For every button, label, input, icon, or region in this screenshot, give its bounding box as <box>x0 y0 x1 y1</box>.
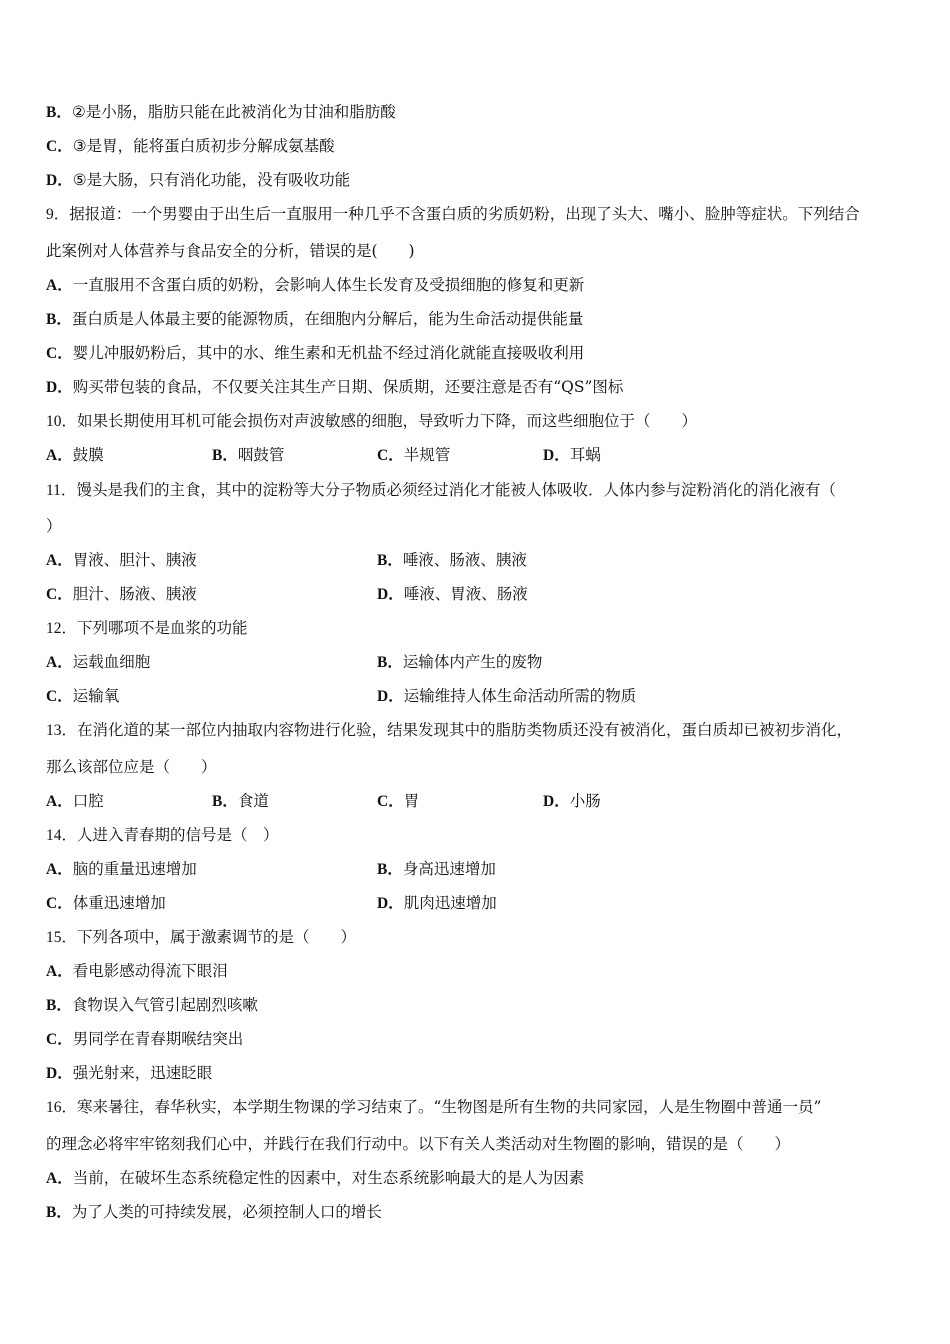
q9-option-a <box>46 274 584 297</box>
option-label: A． <box>46 277 73 294</box>
option-text: ②是小肠，脂肪只能在此被消化为甘油和脂肪酸 <box>71 103 396 121</box>
option-text: 半规管 <box>403 446 451 464</box>
option-text: 运输体内产生的废物 <box>402 653 543 671</box>
option-text: 唾液、肠液、胰液 <box>402 551 527 569</box>
prev-option-d <box>46 169 350 192</box>
option-text: 蛋白质是人体最主要的能源物质，在细胞内分解后，能为生命活动提供能量 <box>71 310 584 328</box>
option-text: 小肠 <box>569 792 601 810</box>
option-text: 强光射来，迅速眨眼 <box>72 1064 213 1082</box>
option-label: B． <box>212 793 238 810</box>
option-label: C． <box>377 793 404 810</box>
option-label: C． <box>377 447 404 464</box>
option-label: C． <box>46 138 73 155</box>
q13-option-b <box>212 790 269 813</box>
option-label: C． <box>46 586 73 603</box>
question-stem: 下列哪项不是血浆的功能 <box>77 619 248 637</box>
option-text: 胃 <box>403 792 420 810</box>
q12-option-a <box>46 651 150 674</box>
option-text: 购买带包装的食品，不仅要关注其生产日期、保质期，还要注意是否有“QS”图标 <box>72 378 624 396</box>
q14-option-a <box>46 858 197 881</box>
q11-option-a <box>46 549 197 572</box>
option-text: 婴儿冲服奶粉后，其中的水、维生素和无机盐不经过消化就能直接吸收利用 <box>72 344 585 362</box>
option-text: 为了人类的可持续发展，必须控制人口的增长 <box>71 1203 382 1221</box>
option-text: 肌肉迅速增加 <box>403 894 497 912</box>
option-label: A． <box>46 963 73 980</box>
option-label: A． <box>46 447 73 464</box>
option-label: B． <box>46 1204 72 1221</box>
q15-stem <box>46 926 356 949</box>
q13-stem-cont: 那么该部位应是（ ） <box>46 758 217 776</box>
option-text: ⑤是大肠，只有消化功能，没有吸收功能 <box>72 171 351 189</box>
q15-option-d <box>46 1062 212 1085</box>
option-label: D． <box>543 447 570 464</box>
q14-option-c <box>46 892 166 915</box>
option-label: B． <box>377 654 403 671</box>
option-text: 唾液、胃液、肠液 <box>403 585 528 603</box>
q13-option-a <box>46 790 104 813</box>
q9-option-c <box>46 342 584 365</box>
q13-option-c <box>377 790 419 813</box>
q11-option-c <box>46 583 197 606</box>
q13-option-d <box>543 790 601 813</box>
option-label: B． <box>212 447 238 464</box>
option-label: C． <box>46 688 73 705</box>
q14-option-d <box>377 892 497 915</box>
option-label: B． <box>46 311 72 328</box>
question-number: 10． <box>46 413 78 430</box>
q10-option-d <box>543 444 601 467</box>
option-text: 身高迅速增加 <box>402 860 496 878</box>
q14-option-b <box>377 858 496 881</box>
q14-stem <box>46 824 279 847</box>
q16-stem <box>46 1096 821 1119</box>
option-text: 食道 <box>237 792 269 810</box>
q12-option-b <box>377 651 542 674</box>
option-label: A． <box>46 793 73 810</box>
option-label: D． <box>46 379 73 396</box>
question-stem: 如果长期使用耳机可能会损伤对声波敏感的细胞，导致听力下降，而这些细胞位于（ ） <box>77 412 698 430</box>
q9-option-b <box>46 308 583 331</box>
q11-stem <box>46 479 836 502</box>
q11-option-d <box>377 583 528 606</box>
option-label: A． <box>46 552 73 569</box>
option-label: A． <box>46 654 73 671</box>
prev-option-c <box>46 135 335 158</box>
question-number: 11． <box>46 482 77 499</box>
q15-option-a <box>46 960 228 983</box>
option-label: D． <box>543 793 570 810</box>
q12-option-c <box>46 685 119 708</box>
question-stem: 下列各项中，属于激素调节的是（ ） <box>77 928 357 946</box>
question-number: 12． <box>46 620 78 637</box>
q10-option-c <box>377 444 450 467</box>
q15-option-b <box>46 994 258 1017</box>
question-number: 9． <box>46 206 70 223</box>
option-text: 男同学在青春期喉结突出 <box>72 1030 244 1048</box>
q11-stem-cont: ） <box>46 517 62 535</box>
q10-option-b <box>212 444 284 467</box>
option-text: ③是胃，能将蛋白质初步分解成氨基酸 <box>72 137 335 155</box>
q9-stem <box>46 203 860 226</box>
option-text: 口腔 <box>72 792 104 810</box>
q10-stem <box>46 410 697 433</box>
question-number: 16． <box>46 1099 78 1116</box>
question-number: 13． <box>46 722 78 739</box>
q16-stem-cont: 的理念必将牢牢铭刻我们心中，并践行在我们行动中。以下有关人类活动对生物圈的影响，错误的是（ ） <box>46 1135 791 1153</box>
q16-option-a <box>46 1167 584 1190</box>
question-number: 14． <box>46 827 78 844</box>
option-text: 一直服用不含蛋白质的奶粉，会影响人体生长发育及受损细胞的修复和更新 <box>72 276 585 294</box>
option-label: B． <box>46 104 72 121</box>
question-stem: 在消化道的某一部位内抽取内容物进行化验，结果发现其中的脂肪类物质还没有被消化，蛋白质却已被初步消化， <box>77 721 853 739</box>
option-label: A． <box>46 861 73 878</box>
option-text: 耳蜗 <box>569 446 601 464</box>
question-stem: 馒头是我们的主食，其中的淀粉等大分子物质必须经过消化才能被人体吸收．人体内参与淀粉消化的消化液有（ <box>76 481 836 499</box>
option-text: 运载血细胞 <box>72 653 151 671</box>
q13-stem <box>46 719 852 742</box>
question-stem: 寒来暑往，春华秋实，本学期生物课的学习结束了。“生物图是所有生物的共同家园，人是生物圈中普通一员” <box>77 1098 822 1116</box>
q16-option-b <box>46 1201 382 1224</box>
option-text: 脑的重量迅速增加 <box>72 860 197 878</box>
option-text: 当前，在破坏生态系统稳定性的因素中，对生态系统影响最大的是人为因素 <box>72 1169 585 1187</box>
option-label: D． <box>46 172 73 189</box>
option-text: 看电影感动得流下眼泪 <box>72 962 228 980</box>
option-text: 运输维持人体生命活动所需的物质 <box>403 687 637 705</box>
option-text: 体重迅速增加 <box>72 894 166 912</box>
question-stem: 据报道：一个男婴由于出生后一直服用一种几乎不含蛋白质的劣质奶粉，出现了头大、嘴小、脸肿等症状。下列结合 <box>69 205 860 223</box>
option-text: 胆汁、肠液、胰液 <box>72 585 197 603</box>
option-text: 运输氧 <box>72 687 120 705</box>
q11-option-b <box>377 549 527 572</box>
option-text: 食物误入气管引起剧烈咳嗽 <box>71 996 258 1014</box>
option-label: C． <box>46 1031 73 1048</box>
q9-option-d <box>46 376 623 399</box>
option-label: B． <box>46 997 72 1014</box>
option-text: 咽鼓管 <box>237 446 285 464</box>
option-text: 鼓膜 <box>72 446 104 464</box>
question-number: 15． <box>46 929 78 946</box>
option-label: D． <box>377 586 404 603</box>
option-label: B． <box>377 861 403 878</box>
option-label: A． <box>46 1170 73 1187</box>
option-text: 胃液、胆汁、胰液 <box>72 551 197 569</box>
question-stem: 人进入青春期的信号是（ ） <box>77 826 279 844</box>
q10-option-a <box>46 444 104 467</box>
q15-option-c <box>46 1028 243 1051</box>
prev-option-b <box>46 101 396 124</box>
option-label: C． <box>46 345 73 362</box>
option-label: D． <box>46 1065 73 1082</box>
option-label: C． <box>46 895 73 912</box>
option-label: D． <box>377 895 404 912</box>
q12-stem <box>46 617 248 640</box>
option-label: B． <box>377 552 403 569</box>
q9-stem-cont: 此案例对人体营养与食品安全的分析，错误的是( ) <box>46 242 415 260</box>
q12-option-d <box>377 685 636 708</box>
option-label: D． <box>377 688 404 705</box>
